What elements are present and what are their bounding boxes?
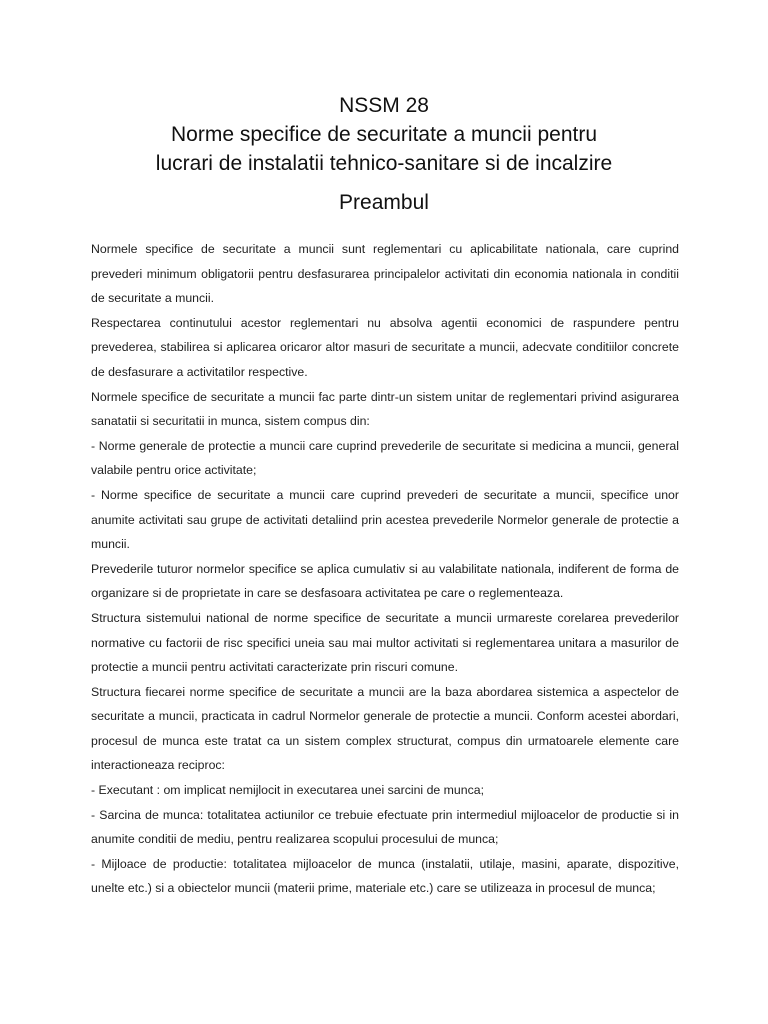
document-title: [0, 91, 768, 178]
list-item: - Norme generale de protectie a muncii care cuprind prevederile de securitate si medicina a muncii, general valabile pentru orice activitate;: [91, 438, 679, 478]
paragraph: Prevederile tuturor normelor specifice se aplica cumulativ si au valabilitate nationala, indiferent de forma de organizare si de proprietate in care se desfasoara activitatea pe care o reglementeaza.: [91, 561, 679, 601]
title-code: NSSM 28: [339, 94, 429, 117]
paragraph: Normele specifice de securitate a muncii fac parte dintr-un sistem unitar de reglementari privind asigurarea sanatatii si securitatii in munca, sistem compus din:: [91, 389, 679, 429]
list-item: - Mijloace de productie: totalitatea mijloacelor de munca (instalatii, utilaje, masini, aparate, dispozitive, unelte etc.) si a obiectelor muncii (materii prime, materiale etc.) care se utilizeaza in procesul de munca;: [91, 856, 679, 896]
section-heading: Preambul: [339, 191, 429, 214]
title-line-2: lucrari de instalatii tehnico-sanitare si de incalzire: [155, 152, 613, 175]
list-item: - Norme specifice de securitate a muncii care cuprind prevederi de securitate a muncii, specifice unor anumite activitati sau grupe de activitati detaliind prin acestea prevederile Normelor generale de protectie a muncii.: [91, 487, 679, 552]
document-body: [91, 237, 679, 901]
paragraph: Structura sistemului national de norme specifice de securitate a muncii urmareste corelarea prevederilor normative cu factorii de risc specifici uneia sau mai multor activitati si reglementarea unitara a masurilor de protectie a muncii pentru activitati caracterizate prin riscuri comune.: [91, 610, 679, 675]
list-item: - Sarcina de munca: totalitatea actiunilor ce trebuie efectuate prin intermediul mijloacelor de productie si in anumite conditii de mediu, pentru realizarea scopului procesului de munca;: [91, 807, 679, 847]
paragraph: Normele specifice de securitate a muncii sunt reglementari cu aplicabilitate nationala, care cuprind prevederi minimum obligatorii pentru desfasurarea principalelor activitati din economia nationala in conditii de securitate a muncii.: [91, 242, 679, 306]
paragraph: Respectarea continutului acestor reglementari nu absolva agentii economici de raspundere pentru prevederea, stabilirea si aplicarea oricaror altor masuri de securitate a muncii, adecvate conditiilor concrete de desfasurare a activitatilor respective.: [91, 315, 679, 379]
paragraph: Structura fiecarei norme specifice de securitate a muncii are la baza abordarea sistemica a aspectelor de securitate a muncii, practicata in cadrul Normelor generale de protectie a muncii. Conform acestei abordari, procesul de munca este tratat ca un sistem complex structurat, compus din urmatoarele elemente care interactioneaza reciproc:: [91, 684, 679, 773]
list-item: - Executant : om implicat nemijlocit in executarea unei sarcini de munca;: [91, 783, 484, 798]
title-line-1: Norme specifice de securitate a muncii pentru: [170, 123, 598, 146]
